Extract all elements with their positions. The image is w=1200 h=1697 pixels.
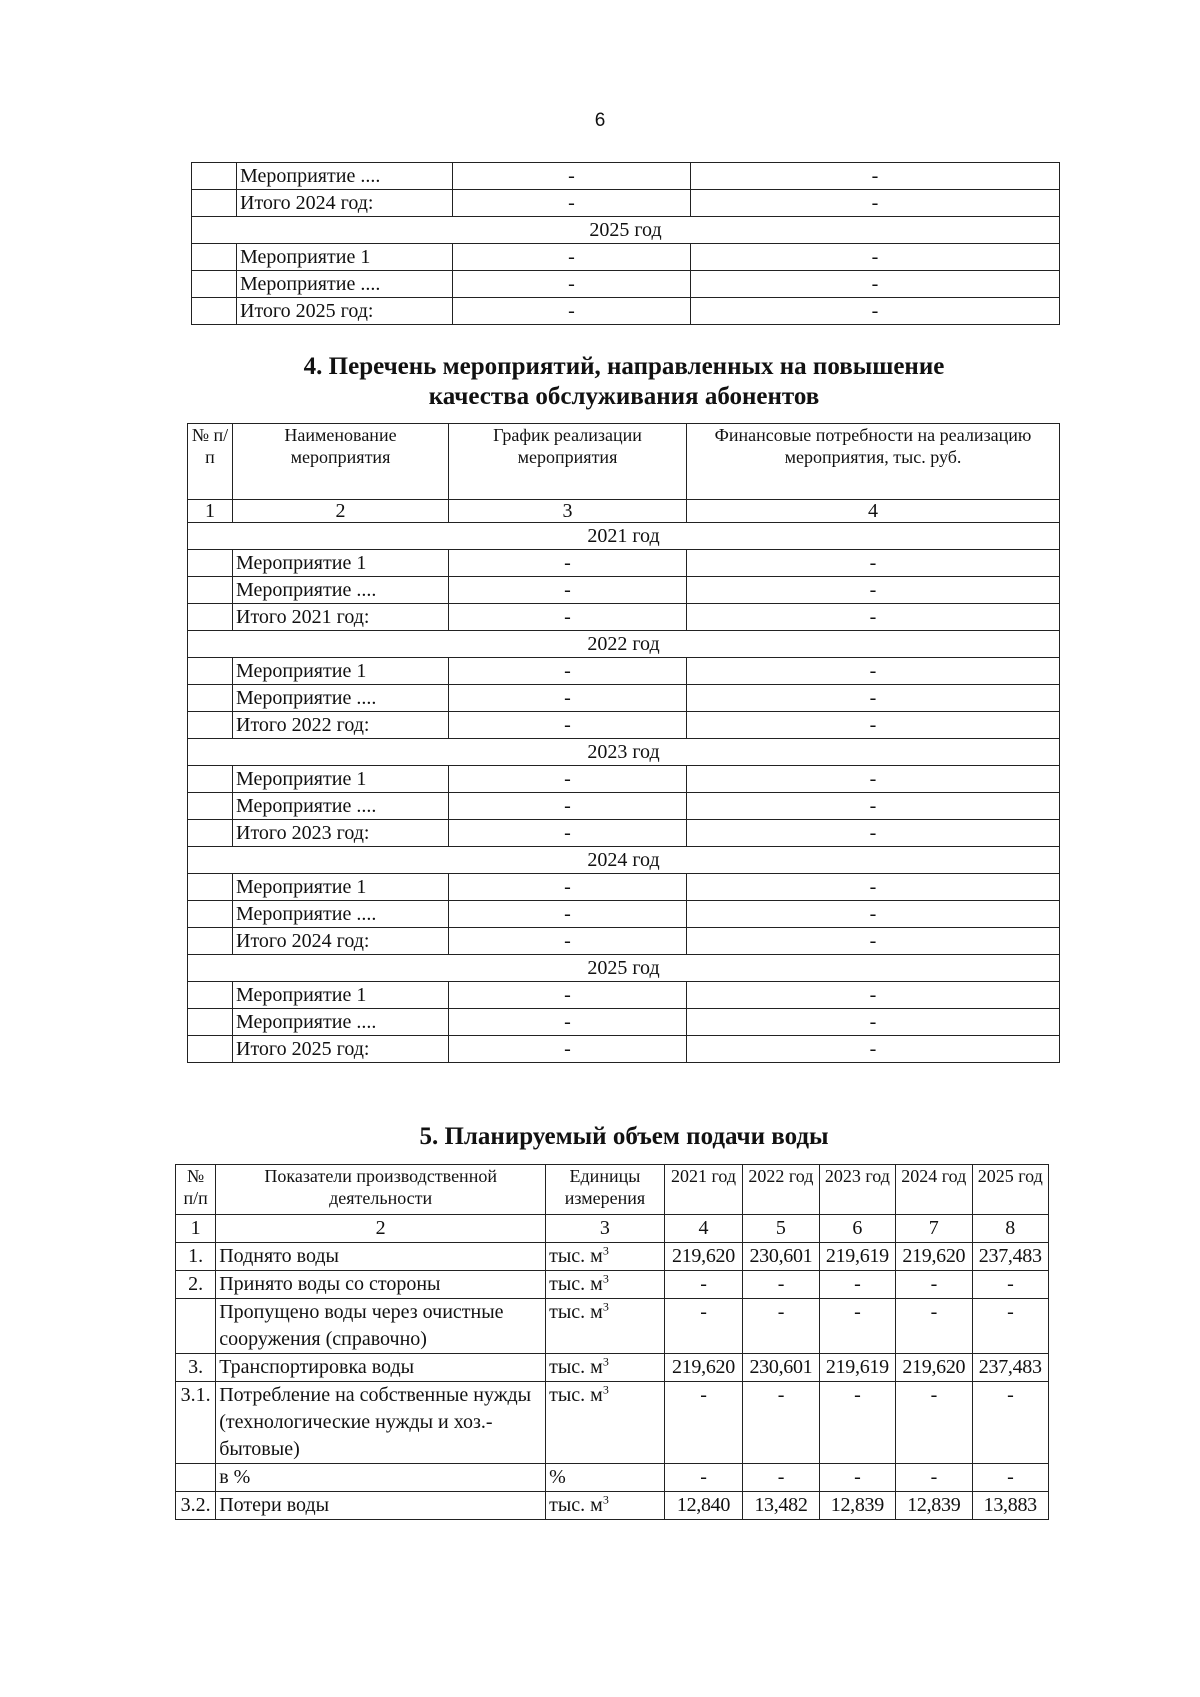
measure-name: Итого 2023 год: [233,820,449,847]
value-cell: - [896,1464,972,1492]
table-row [188,604,1060,631]
num-cell [188,928,233,955]
finance-value: - [687,901,1060,928]
column-number: 2 [216,1215,546,1243]
table-row [188,1009,1060,1036]
table-row [188,874,1060,901]
table-row [192,244,1060,271]
value-cell: 13,482 [743,1492,819,1520]
section4-title [180,352,1068,412]
value-cell: - [819,1271,895,1299]
value-cell: - [896,1299,972,1354]
indicator-name: Принято воды со стороны [216,1271,546,1299]
table-row [188,1036,1060,1063]
row-number: 3.2. [176,1492,216,1520]
header-cell-num: № п/п [188,424,233,500]
column-number: 4 [687,500,1060,523]
schedule-value: - [453,190,691,217]
measure-name: Мероприятие 1 [233,982,449,1009]
header-cell-year: 2025 год [972,1165,1048,1215]
finance-value: - [687,982,1060,1009]
header-cell-unit: Единицы измерения [546,1165,665,1215]
table-row [176,1271,1049,1299]
measure-name: Итого 2024 год: [237,190,453,217]
row-number: 3. [176,1354,216,1382]
header-cell-year: 2023 год [819,1165,895,1215]
header-cell-name: Наименование мероприятия [233,424,449,500]
num-cell [188,712,233,739]
table-row [192,271,1060,298]
schedule-value: - [449,604,687,631]
measure-name: Мероприятие .... [233,1009,449,1036]
measure-name: Мероприятие 1 [233,874,449,901]
table-row [192,190,1060,217]
measure-name: Мероприятие 1 [233,766,449,793]
value-cell: 230,601 [743,1243,819,1271]
unit-superscript: 3 [602,1271,609,1286]
unit-superscript: 3 [602,1354,609,1369]
schedule-value: - [449,1036,687,1063]
num-cell [188,901,233,928]
header-cell-finance: Финансовые потребности на реализацию мероприятия, тыс. руб. [687,424,1060,500]
year-row [188,739,1060,766]
value-cell: - [664,1464,742,1492]
measure-name: Мероприятие .... [237,163,453,190]
schedule-value: - [449,874,687,901]
finance-value: - [687,658,1060,685]
value-cell: - [972,1382,1048,1464]
finance-value: - [687,766,1060,793]
unit-superscript: 3 [602,1492,609,1507]
header-cell-year: 2024 год [896,1165,972,1215]
header-cell-schedule: График реализации мероприятия [449,424,687,500]
year-row [188,523,1060,550]
finance-value: - [687,604,1060,631]
table-row [188,820,1060,847]
year-label: 2024 год [188,847,1060,874]
measure-name: Итого 2021 год: [233,604,449,631]
table-row [188,658,1060,685]
num-cell [188,793,233,820]
header-cell-year: 2022 год [743,1165,819,1215]
value-cell: 12,839 [896,1492,972,1520]
schedule-value: - [449,793,687,820]
table-section3-tail [191,162,1060,325]
unit-text: тыс. м [549,1494,603,1516]
table-row [176,1464,1049,1492]
unit-cell [546,1492,665,1520]
table-row [188,685,1060,712]
measure-name: Мероприятие .... [233,577,449,604]
finance-value: - [687,685,1060,712]
unit-cell [546,1299,665,1354]
unit-text: тыс. м [549,1245,603,1267]
year-label: 2021 год [188,523,1060,550]
schedule-value: - [453,244,691,271]
year-row [188,631,1060,658]
value-cell: - [664,1382,742,1464]
value-cell: - [819,1382,895,1464]
year-label: 2025 год [188,955,1060,982]
value-cell: 219,619 [819,1243,895,1271]
finance-value: - [687,1009,1060,1036]
schedule-value: - [449,820,687,847]
indicator-name: в % [216,1464,546,1492]
section4-title-line2: качества обслуживания абонентов [428,383,820,410]
table-section5 [175,1164,1049,1520]
finance-value: - [687,1036,1060,1063]
value-cell: - [819,1299,895,1354]
num-cell [188,1036,233,1063]
value-cell: - [743,1464,819,1492]
table-row [188,550,1060,577]
column-number: 2 [233,500,449,523]
year-label: 2023 год [188,739,1060,766]
schedule-value: - [449,550,687,577]
table-row [188,793,1060,820]
row-number [176,1464,216,1492]
value-cell: 219,620 [896,1354,972,1382]
year-row [188,955,1060,982]
column-number-row [188,500,1060,523]
header-cell-num: № п/п [176,1165,216,1215]
table-row [192,298,1060,325]
value-cell: - [743,1271,819,1299]
header-cell-year: 2021 год [664,1165,742,1215]
value-cell: - [819,1464,895,1492]
table-header-row [176,1165,1049,1215]
num-cell [192,298,237,325]
measure-name: Мероприятие .... [237,271,453,298]
value-cell: - [896,1382,972,1464]
measure-name: Мероприятие .... [233,793,449,820]
table-row [188,901,1060,928]
table-row [188,766,1060,793]
table-row [188,712,1060,739]
unit-superscript: 3 [602,1243,609,1258]
finance-value: - [691,271,1060,298]
value-cell: - [743,1382,819,1464]
indicator-name: Транспортировка воды [216,1354,546,1382]
column-number: 3 [449,500,687,523]
unit-cell [546,1354,665,1382]
unit-cell [546,1271,665,1299]
table-row [176,1299,1049,1354]
table-header-row [188,424,1060,500]
measure-name: Мероприятие 1 [237,244,453,271]
finance-value: - [691,190,1060,217]
value-cell: 13,883 [972,1492,1048,1520]
table-row [188,982,1060,1009]
header-cell-indicator: Показатели производственной деятельности [216,1165,546,1215]
year-label: 2025 год [192,217,1060,244]
num-cell [188,820,233,847]
unit-cell: % [546,1464,665,1492]
row-number: 2. [176,1271,216,1299]
num-cell [188,604,233,631]
num-cell [188,685,233,712]
row-number [176,1299,216,1354]
num-cell [192,190,237,217]
finance-value: - [691,298,1060,325]
num-cell [192,244,237,271]
table-row [188,928,1060,955]
table-row [176,1382,1049,1464]
value-cell: 230,601 [743,1354,819,1382]
num-cell [188,550,233,577]
value-cell: 219,620 [664,1354,742,1382]
schedule-value: - [449,766,687,793]
value-cell: - [896,1271,972,1299]
num-cell [188,982,233,1009]
finance-value: - [691,163,1060,190]
measure-name: Мероприятие .... [233,685,449,712]
finance-value: - [687,874,1060,901]
column-number: 1 [176,1215,216,1243]
num-cell [188,1009,233,1036]
schedule-value: - [449,928,687,955]
schedule-value: - [453,271,691,298]
schedule-value: - [449,901,687,928]
unit-text: тыс. м [549,1273,603,1295]
value-cell: - [972,1299,1048,1354]
value-cell: 12,839 [819,1492,895,1520]
finance-value: - [687,712,1060,739]
schedule-value: - [449,712,687,739]
finance-value: - [687,550,1060,577]
measure-name: Итого 2025 год: [237,298,453,325]
table-section4 [187,423,1060,1063]
indicator-name: Потребление на собственные нужды (технологические нужды и хоз.-бытовые) [216,1382,546,1464]
unit-superscript: 3 [602,1299,609,1314]
value-cell: 219,620 [664,1243,742,1271]
measure-name: Итого 2024 год: [233,928,449,955]
unit-text: тыс. м [549,1301,603,1323]
finance-value: - [687,928,1060,955]
value-cell: 219,619 [819,1354,895,1382]
finance-value: - [687,793,1060,820]
indicator-name: Пропущено воды через очистные сооружения (справочно) [216,1299,546,1354]
schedule-value: - [449,982,687,1009]
section5-title: 5. Планируемый объем подачи воды [419,1123,829,1150]
column-number: 1 [188,500,233,523]
value-cell: - [972,1464,1048,1492]
table-row [176,1354,1049,1382]
row-number: 3.1. [176,1382,216,1464]
finance-value: - [687,820,1060,847]
column-number-row [176,1215,1049,1243]
value-cell: - [664,1299,742,1354]
value-cell: - [972,1271,1048,1299]
year-label: 2022 год [188,631,1060,658]
column-number: 6 [819,1215,895,1243]
measure-name: Мероприятие 1 [233,550,449,577]
num-cell [188,874,233,901]
value-cell: 219,620 [896,1243,972,1271]
num-cell [188,658,233,685]
column-number: 7 [896,1215,972,1243]
value-cell: 12,840 [664,1492,742,1520]
table-row [176,1492,1049,1520]
finance-value: - [687,577,1060,604]
column-number: 5 [743,1215,819,1243]
unit-text: тыс. м [549,1356,603,1378]
finance-value: - [691,244,1060,271]
table-row [176,1243,1049,1271]
page-number: 6 [594,110,606,131]
value-cell: 237,483 [972,1354,1048,1382]
row-number: 1. [176,1243,216,1271]
unit-superscript: 3 [602,1382,609,1397]
table-row [188,577,1060,604]
indicator-name: Поднято воды [216,1243,546,1271]
schedule-value: - [449,1009,687,1036]
measure-name: Мероприятие 1 [233,658,449,685]
schedule-value: - [449,658,687,685]
value-cell: - [664,1271,742,1299]
num-cell [192,163,237,190]
value-cell: - [743,1299,819,1354]
unit-text: тыс. м [549,1384,603,1406]
schedule-value: - [449,577,687,604]
year-row [188,847,1060,874]
measure-name: Мероприятие .... [233,901,449,928]
schedule-value: - [449,685,687,712]
num-cell [192,271,237,298]
measure-name: Итого 2025 год: [233,1036,449,1063]
column-number: 4 [664,1215,742,1243]
unit-cell [546,1243,665,1271]
section4-title-line1: 4. Перечень мероприятий, направленных на повышение [303,353,945,380]
indicator-name: Потери воды [216,1492,546,1520]
value-cell: 237,483 [972,1243,1048,1271]
year-row [192,217,1060,244]
column-number: 3 [546,1215,665,1243]
schedule-value: - [453,163,691,190]
measure-name: Итого 2022 год: [233,712,449,739]
unit-cell [546,1382,665,1464]
num-cell [188,766,233,793]
column-number: 8 [972,1215,1048,1243]
schedule-value: - [453,298,691,325]
table-row [192,163,1060,190]
num-cell [188,577,233,604]
